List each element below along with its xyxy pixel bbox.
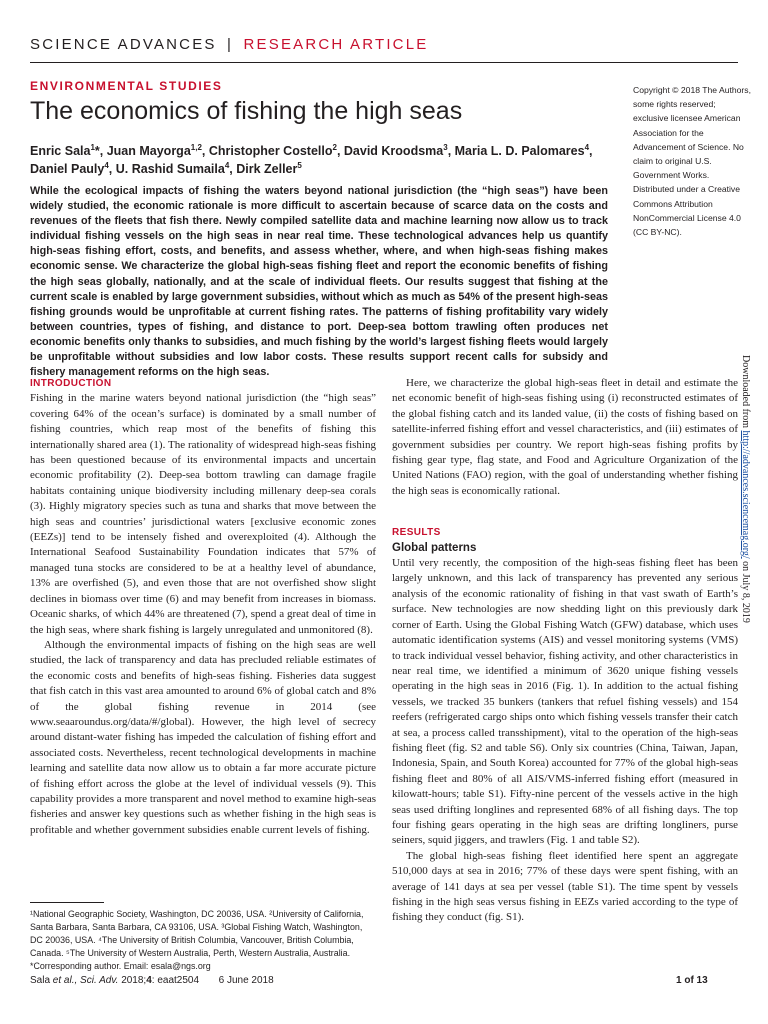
author-affiliation-marker: 5 — [297, 160, 302, 170]
author-affiliation-marker: 1,2 — [190, 142, 202, 152]
footnotes — [30, 908, 376, 973]
citation-id: : eaat2504 — [151, 975, 200, 986]
author-name: U. Rashid Sumaila — [115, 162, 225, 176]
author-name: David Kroodsma — [343, 144, 444, 158]
footnote-rule — [30, 902, 104, 903]
author-name: Enric Sala — [30, 144, 91, 158]
results-heading: RESULTS — [392, 527, 441, 539]
download-suffix: on July 8, 2019 — [740, 558, 751, 623]
citation-year: 2018; — [121, 975, 147, 986]
author-separator: , — [201, 144, 209, 158]
publication-date: 6 June 2018 — [218, 975, 274, 986]
author-affiliation-marker: 4 — [104, 160, 109, 170]
author-list — [30, 142, 610, 178]
author-separator: , — [229, 162, 237, 176]
author-affiliation-marker: 2 — [332, 142, 337, 152]
section-label: ENVIRONMENTAL STUDIES — [30, 79, 223, 93]
citation-journal: Sci. Adv. — [80, 975, 119, 986]
corresponding-author: *Corresponding author. Email: esala@ngs.org — [30, 960, 211, 971]
global-patterns-subheading: Global patterns — [392, 541, 477, 554]
header-rule — [30, 62, 738, 63]
author-affiliation-marker: 1 — [90, 142, 95, 152]
author-affiliation-marker: 4 — [584, 142, 590, 152]
abstract: While the ecological impacts of fishing the waters beyond national jurisdiction (the “high seas”) have been widely studied, the economic rationale is more difficult to ascertain because of scarce data on the costs and revenues of the fleets that fish there. Newly compiled satellite data and machine learning now allow us to track individual fishing vessels on the high seas in near real time. These technological advances help us quantify high-seas fishing effort, costs, and benefits, and assess whether, where, and when high-seas fishing makes economic sense. We characterize the global high-seas fishing fleet and report the economic benefits of fishing the high seas globally, nationally, and at the scale of individual fleets. Our results suggest that fishing at the current scale is enabled by large government subsidies, without which as much as 54% of the present high-seas fishing grounds would be unprofitable at current fishing rates. The patterns of fishing profitability vary widely between countries, types of fishing, and distance to port. Deep-sea bottom trawling often produces net economic benefits only thanks to subsidies, and much fishing by the world’s largest fishing fleets would largely be unprofitable without subsidies and low labor costs. These results support recent calls for subsidy and fishery management reforms on the high seas. — [30, 185, 608, 379]
citation-volume: 4 — [146, 975, 152, 986]
author-name: Dirk Zeller — [236, 162, 298, 176]
journal-name: SCIENCE ADVANCES — [30, 36, 217, 53]
author-separator: , — [336, 144, 344, 158]
left-column — [30, 376, 376, 838]
download-prefix: Downloaded from — [740, 355, 751, 431]
author-affiliation-marker: 3 — [443, 142, 448, 152]
author-name: Juan Mayorga — [106, 144, 191, 158]
download-note — [738, 355, 752, 687]
right-paragraph-1: Here, we characterize the global high-seas fleet in detail and estimate the net economic benefit of high-seas fishing using (i) reconstructed estimates of the global fishing catch and its landed value, (ii) the costs of fishing based on satellite-inferred fishing effort and vessel characteristics, and (iii) estimates of government subsidies per country. We report high-seas fishing profits by fishing gear type, flag state, and Food and Agriculture Organization of the United Nations (FAO) region, with the goal of understanding whether fishing the high seas is economically rational. — [392, 377, 738, 497]
right-column — [392, 376, 738, 926]
affiliations: ¹National Geographic Society, Washington, DC 20036, USA. ²University of California, Santa Barbara, Santa Barbara, CA 93106, USA. ³Global Fishing Watch, Washington, DC 20036, USA. ⁴The University of British Columbia, Vancouver, British Columbia, Canada. ⁵The University of Western Australia, Perth, Western Australia, Australia. — [30, 909, 364, 958]
author-affiliation-marker: 4 — [224, 160, 230, 170]
article-title: The economics of fishing the high seas — [30, 97, 463, 125]
intro-paragraph-2: Although the environmental impacts of fishing on the high seas are well studied, the lack of transparency and data has precluded reliable estimates of the economic costs and benefits of high-seas fishing. Fisheries data suggest that fish catch in this vast area amounted to around 6% of global catch and 8% of the global fishing revenue in 2014 (see www.seaaroundus.org/data/#/global). However, the high level of secrecy around distant-water fishing has impeded the calculation of fishing effort and associated costs. Nevertheless, recent technological developments in machine learning and satellite data now allow us to obtain a far more accurate picture of fishing effort across the globe at the level of individual vessels (9). This capability provides a more transparent and novel method to examine high-seas fisheries and answer key questions such as whether fishing in the high seas is profitable and whether government subsidies enable current levels of fishing. — [30, 638, 376, 836]
intro-paragraph-1: Fishing in the marine waters beyond national jurisdiction (the “high seas” covering 64% of the ocean’s surface) is dominated by a small number of fishing countries, which reap most of the benefits of fishing this internationally shared area (1). The rationality of widespread high-seas fishing has been questioned because of its environmental impacts and uncertain economic profitability (2). Deep-sea bottom trawling can damage fragile habitats containing unique biodiversity including millenary deep-sea corals (3). Highly migratory species such as tuna and sharks that move between the high seas and countries’ jurisdictional waters [exclusive economic zones (EEZs)] tend to be intensely fished and overexploited (4). Although the International Seafood Sustainability Foundation indicates that 57% of managed tuna stocks are considered to be at a healthy level of abundance, 13% are overfished (5), and even those that are not overfished show slight declines in biomass over time (6) and may benefit from increases in biomass. Oceanic sharks, of which 44% are threatened (7), spend a great deal of time in the high seas, where shark fishing is largely unregulated and unmonitored (8). — [30, 392, 376, 636]
author-separator: , — [589, 144, 593, 158]
page-number: 1 of 13 — [676, 975, 708, 986]
header-separator: | — [227, 36, 234, 53]
author-separator: , — [108, 162, 116, 176]
author-separator: *, — [94, 144, 107, 158]
citation-authors: Sala — [30, 975, 51, 986]
results-paragraph-1: Until very recently, the composition of the high-seas fishing fleet has been largely unknown, and this lack of transparency has prevented any serious analysis of the economic rationality of fishing in that vast swath of Earth’s surface. New technologies are now shedding light on this previously dark corner of Earth. Using the Global Fishing Watch (GFW) database, which uses automatic identification systems (AIS) and vessel monitoring systems (VMS) to track individual vessel behavior, fishing activity, and other characteristics in near real time, we identified a minimum of 3620 unique fishing vessels operating in the high seas in 2016 (Fig. 1). In addition to the actual fishing vessels, we tracked 35 bunkers (tankers that refuel fishing vessels) and 154 reefers (refrigerated cargo ships onto which fishing vessels transfer their catch at sea, a process called transshipment), vital to the operation of the high-seas fishing fleet (fig. S2 and table S6). Only six countries (China, Taiwan, Japan, Indonesia, Spain, and South Korea) accounted for 77% of the global high-seas fishing fleet and 80% of all AIS/VMS-inferred fishing effort (measured in kilowatt-hours; table S1). Fifty-nine percent of the vessels active in the high seas used drifting longlines and represented 68% of all fishing days. The top four fishing gears operating in the high seas are drifting longliners, purse seiners, squid jiggers, and trawlers (Fig. 1 and table S2). — [392, 557, 738, 847]
download-url-link[interactable]: http://advances.sciencemag.org/ — [740, 430, 751, 559]
article-type: RESEARCH ARTICLE — [243, 36, 429, 53]
author-name: Maria L. D. Palomares — [454, 144, 585, 158]
introduction-heading: INTRODUCTION — [30, 378, 112, 389]
copyright-notice: Copyright © 2018 The Authors, some rights reserved; exclusive licensee American Association for the Advancement of Science. No claim to original U.S. Government Works. Distributed under a Creative Commons Attribution NonCommercial License 4.0 (CC BY-NC). — [633, 85, 751, 238]
results-paragraph-2: The global high-seas fishing fleet identified here spent an aggregate 510,000 days at sea in 2016; 77% of these days were spent fishing, with an average of 141 days at sea per vessel (table S1). The time spent by vessels fishing in the high seas versus fishing in EEZs varied according to the type of fishing they conduct (fig. S1). — [392, 849, 738, 924]
author-separator: , — [447, 144, 455, 158]
journal-header — [30, 36, 428, 53]
footer-citation — [30, 975, 274, 986]
citation-etal: et al., — [52, 975, 78, 986]
author-name: Daniel Pauly — [30, 162, 105, 176]
author-name: Christopher Costello — [208, 144, 333, 158]
